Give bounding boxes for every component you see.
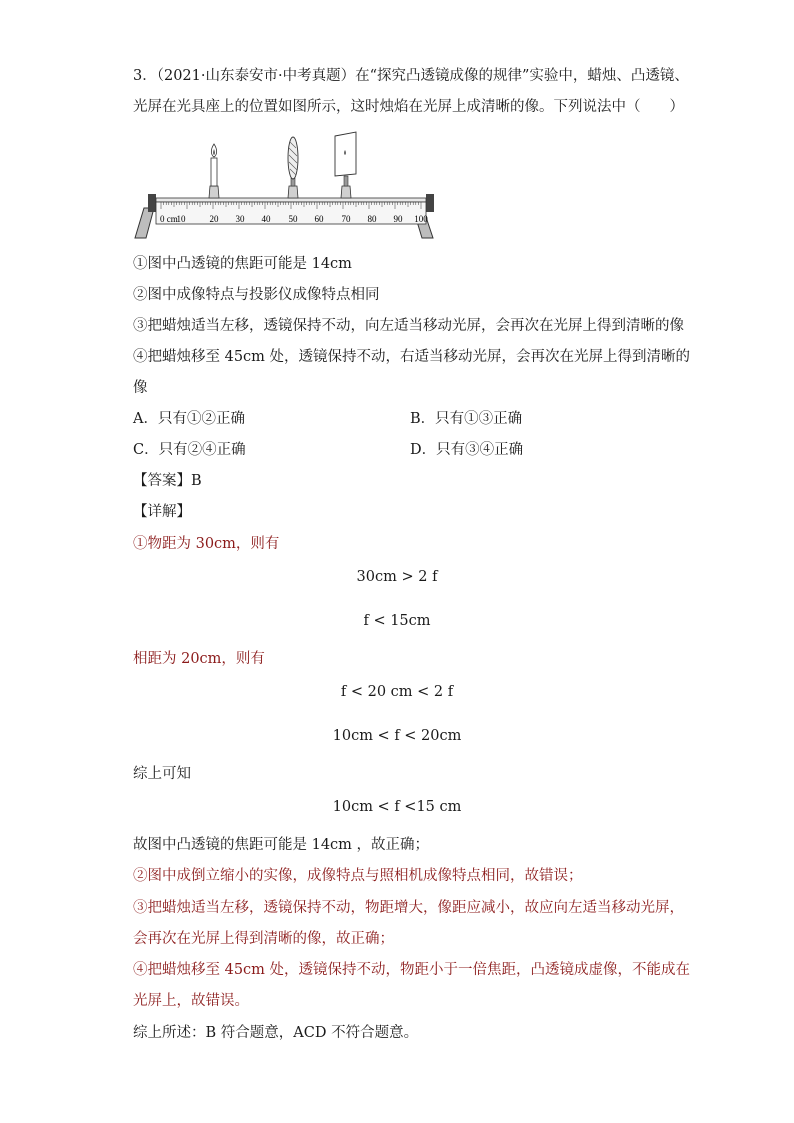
solution-step-3: 综上可知 [133,766,191,782]
solution-step-1: ①物距为 30cm，则有 [133,536,280,552]
scale-unit-label: 0 cm [160,214,178,224]
statement-2: ②图中成像特点与投影仪成像特点相同 [133,287,380,303]
tick-label-70: 70 [341,214,351,224]
right-post [426,194,434,212]
candle [209,144,219,198]
equation-4: 10cm < f < 20cm [332,728,462,744]
conclusion-3b: 会再次在光屏上得到清晰的像，故正确； [133,931,394,947]
tick-label-50: 50 [288,214,298,224]
tick-label-90: 90 [393,214,403,224]
tick-label-10: 10 [176,214,186,224]
tick-label-20: 20 [209,214,219,224]
summary: 综上所述：B 符合题意，ACD 不符合题意。 [133,1025,419,1041]
statement-3: ③把蜡烛适当左移，透镜保持不动，向左适当移动光屏，会再次在光屏上得到清晰的像 [133,318,684,334]
option-c: C．只有②④正确 [133,442,246,458]
statement-4: ④把蜡烛移至 45cm 处，透镜保持不动，右适当移动光屏，会再次在光屏上得到清晰的 [133,349,691,365]
tick-label-40: 40 [261,214,271,224]
answer: 【答案】B [133,473,202,489]
tick-label-60: 60 [314,214,324,224]
option-d: D．只有③④正确 [410,442,524,458]
conclusion-2: ②图中成倒立缩小的实像，成像特点与照相机成像特点相同，故错误； [133,868,583,884]
equation-1: 30cm > 2 f [356,569,438,585]
light-screen [335,132,356,198]
question-line-2: 光屏在光具座上的位置如图所示，这时烛焰在光屏上成清晰的像。下列说法中（ ） [133,99,684,115]
conclusion-3a: ③把蜡烛适当左移，透镜保持不动，物距增大，像距应减小，故应向左适当移动光屏， [133,900,684,916]
tick-label-100: 100 [414,214,428,224]
tick-label-30: 30 [235,214,245,224]
left-post [148,194,156,212]
conclusion-4b: 光屏上，故错误。 [133,993,249,1009]
bench-rail-top [156,198,426,202]
tick-label-80: 80 [367,214,377,224]
equation-2: f < 15cm [363,613,431,629]
convex-lens [288,137,298,198]
option-a: A．只有①②正确 [133,411,245,427]
solution-step-2: 相距为 20cm，则有 [133,651,265,667]
equation-5: 10cm < f <15 cm [332,799,462,815]
statement-1: ①图中凸透镜的焦距可能是 14cm [133,256,352,272]
left-stand [135,208,154,238]
conclusion-4a: ④把蜡烛移至 45cm 处，透镜保持不动，物距小于一倍焦距，凸透镜成虚像，不能成在 [133,962,691,978]
conclusion-1: 故图中凸透镜的焦距可能是 14cm ，故正确； [133,837,430,853]
detail-title: 【详解】 [133,504,191,520]
equation-3: f < 20 cm < 2 f [340,684,454,700]
optical-bench-diagram [130,128,435,243]
question-line-1: 3．（2021·山东泰安市·中考真题）在“探究凸透镜成像的规律”实验中，蜡烛、凸透镜、 [133,68,689,84]
option-b: B．只有①③正确 [410,411,523,427]
lens-icon [288,137,298,179]
statement-4-cont: 像 [133,380,148,396]
